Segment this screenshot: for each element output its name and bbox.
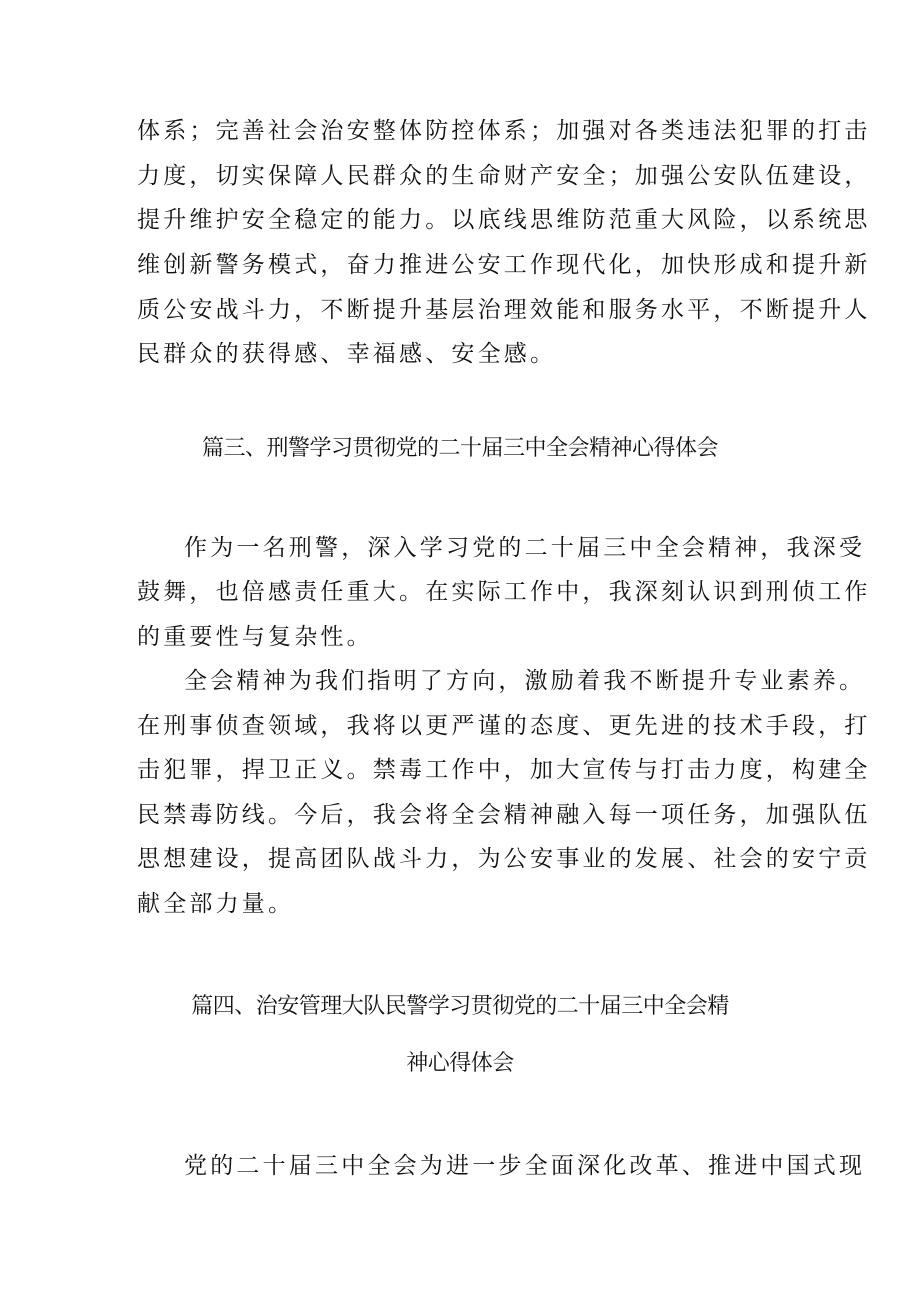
text-line: 体系；完善社会治安整体防控体系；加强对各类违法犯罪的打击 <box>137 118 871 144</box>
text-line: 提升维护安全稳定的能力。以底线思维防范重大风险，以系统思 <box>137 207 871 233</box>
text-line: 质公安战斗力，不断提升基层治理效能和服务水平，不断提升人 <box>137 297 871 323</box>
text-line: 鼓舞，也倍感责任重大。在实际工作中，我深刻认识到刑侦工作 <box>137 579 871 605</box>
section3-heading: 篇三、刑警学习贯彻党的二十届三中全会精神心得体会 <box>201 436 718 461</box>
text-line: 的重要性与复杂性。 <box>137 624 373 650</box>
section4-heading-line1: 篇四、治安管理大队民警学习贯彻党的二十届三中全会精 <box>191 994 729 1019</box>
text-line: 力度，切实保障人民群众的生命财产安全；加强公安队伍建设， <box>137 163 871 189</box>
text-line: 在刑事侦查领域，我将以更严谨的态度、更先进的技术手段，打 <box>137 713 871 739</box>
text-line: 击犯罪，捍卫正义。禁毒工作中，加大宣传与打击力度，构建全 <box>137 757 871 783</box>
text-line: 献全部力量。 <box>137 891 295 917</box>
text-line: 思想建设，提高团队战斗力，为公安事业的发展、社会的安宁贡 <box>137 846 871 872</box>
text-line: 维创新警务模式，奋力推进公安工作现代化，加快形成和提升新 <box>137 252 871 278</box>
text-line: 民禁毒防线。今后，我会将全会精神融入每一项任务，加强队伍 <box>137 802 871 828</box>
text-line: 作为一名刑警，深入学习党的二十届三中全会精神，我深受 <box>184 535 866 561</box>
text-line: 党的二十届三中全会为进一步全面深化改革、推进中国式现 <box>184 1153 866 1179</box>
text-line: 全会精神为我们指明了方向，激励着我不断提升专业素养。 <box>184 668 866 694</box>
text-line: 民群众的获得感、幸福感、安全感。 <box>137 341 557 367</box>
section4-heading-line2: 神心得体会 <box>406 1051 514 1076</box>
